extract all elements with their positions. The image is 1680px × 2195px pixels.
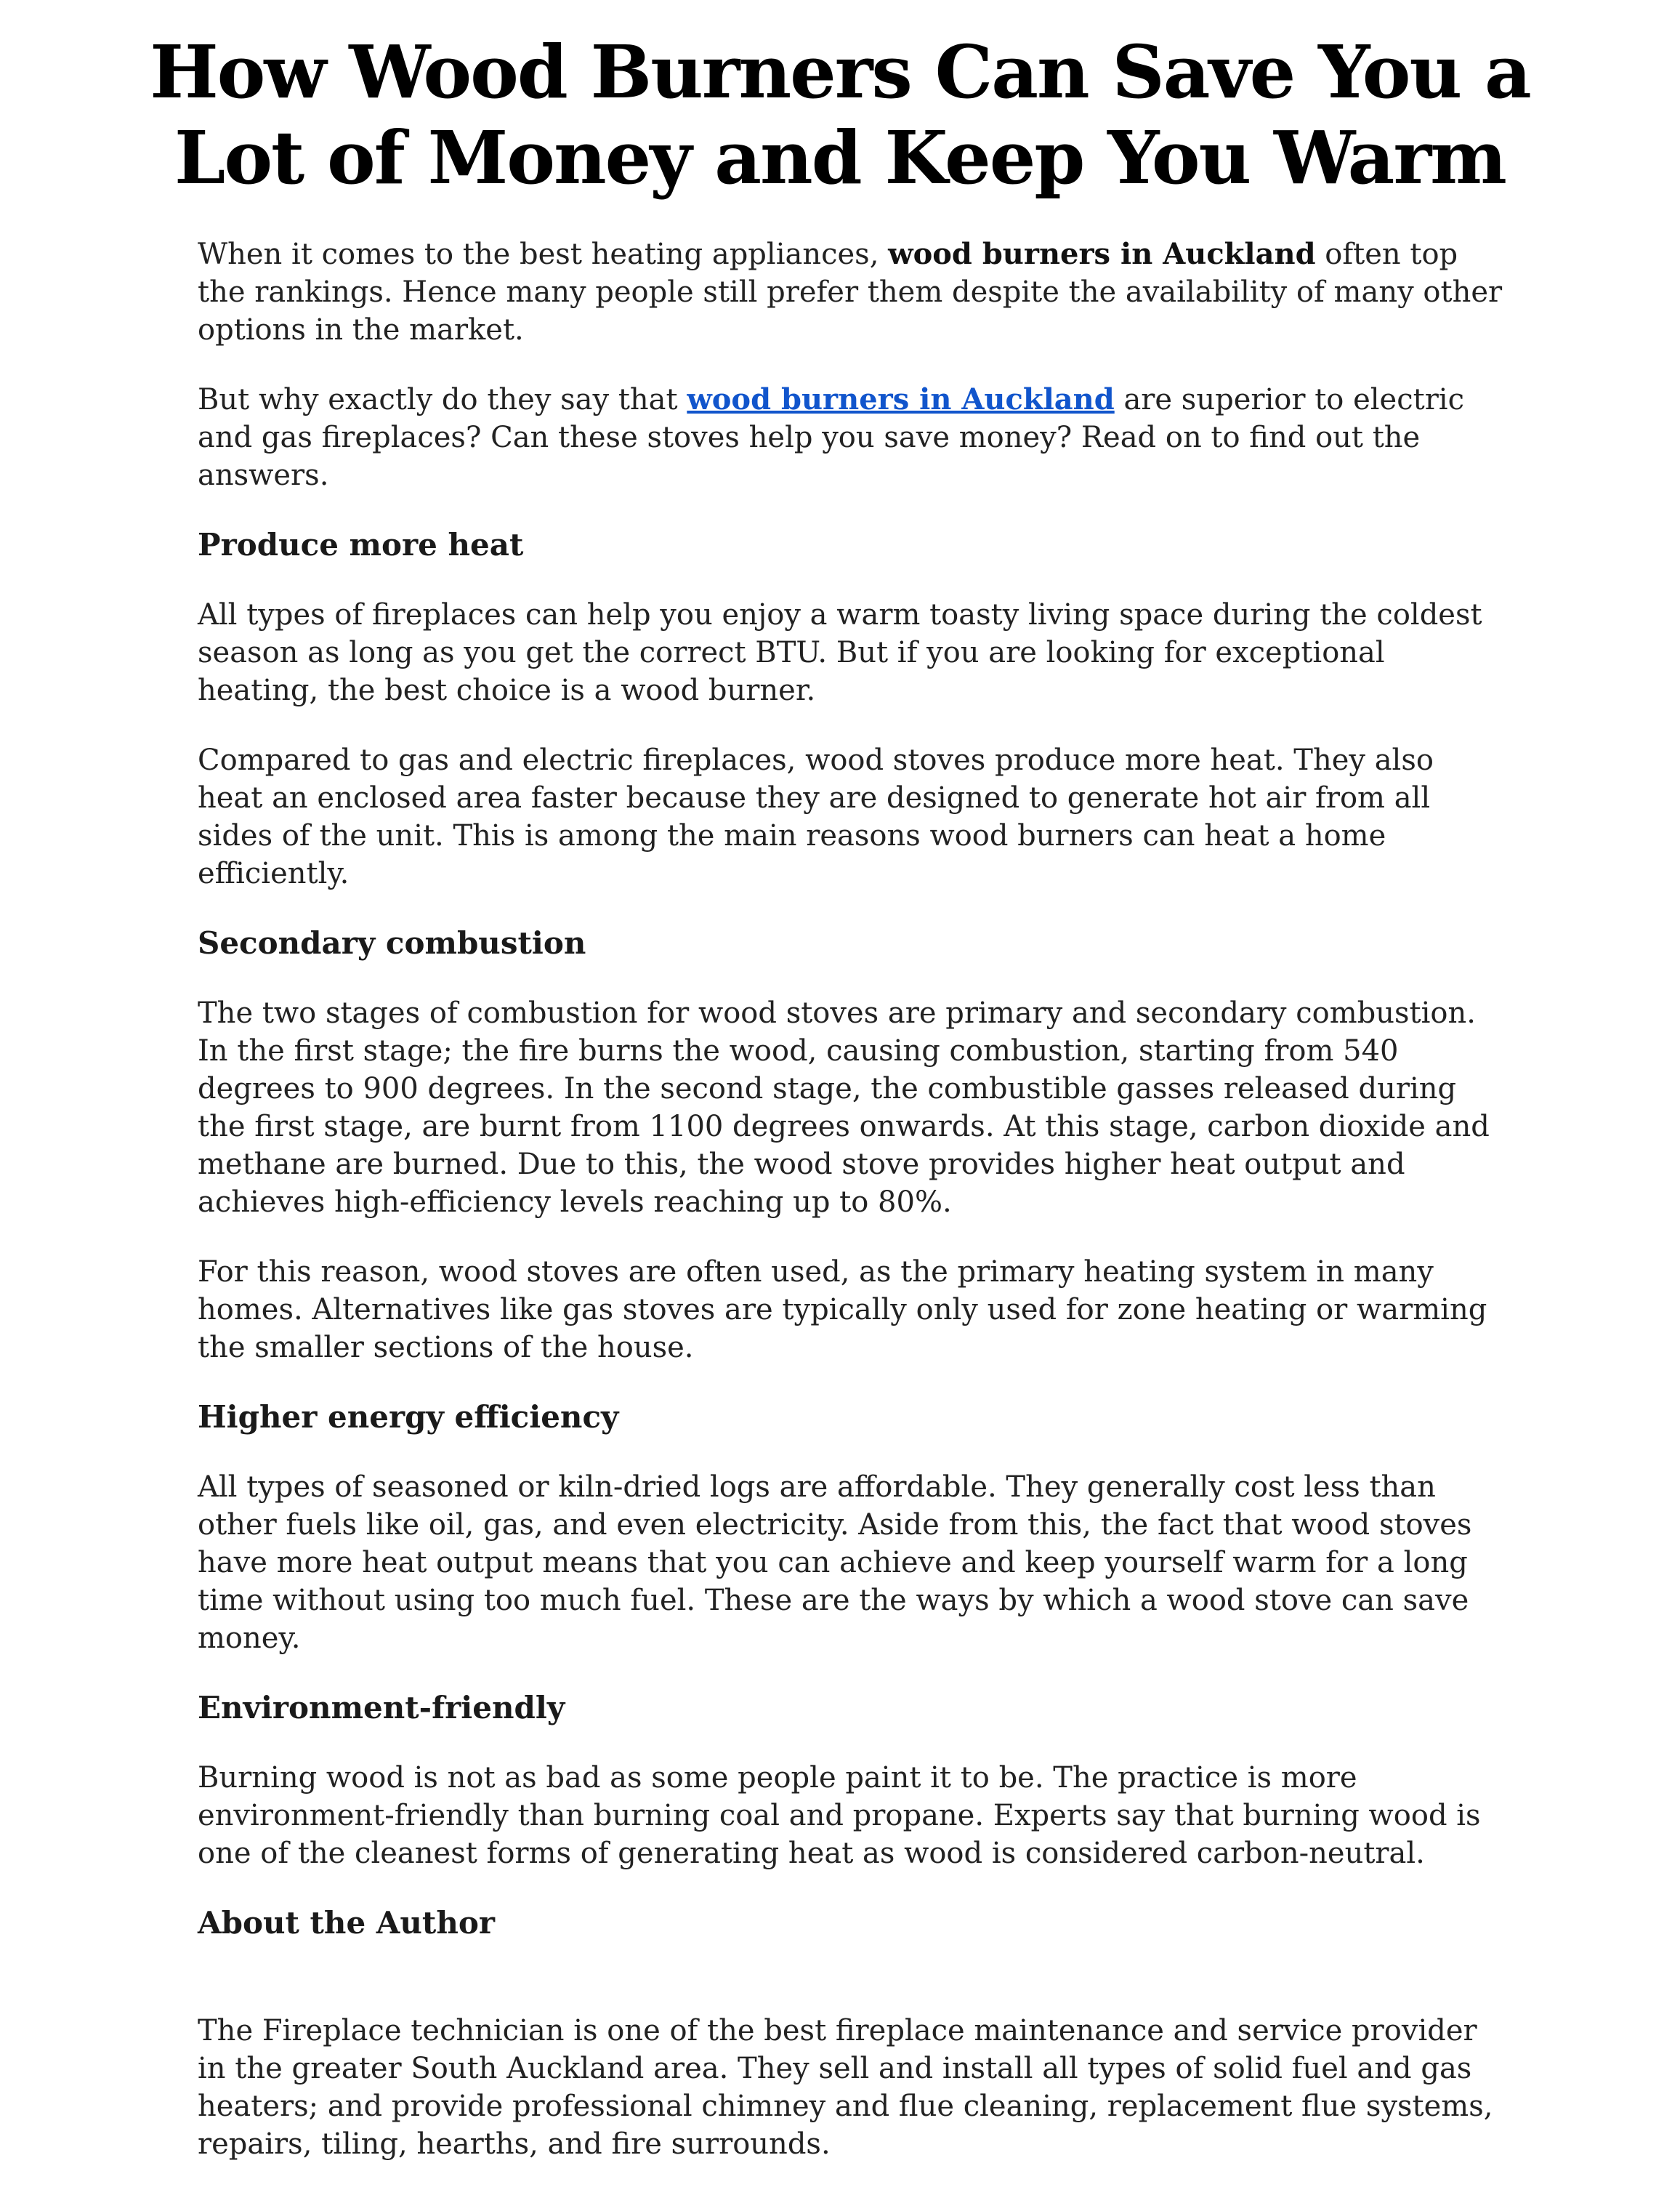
combustion-paragraph-1: The two stages of combustion for wood stoves are primary and secondary combustion. In the first stage; the fire burns the wood, causing combustion, starting from 540 degrees to 900 degrees. In the second stage, the combustible gasses released during the first stage, are burnt from 1100 degrees onwards. At this stage, carbon dioxide and methane are burned. Due to this, the wood stove provides higher heat output and achieves high-efficiency levels reaching up to 80%. [198,996,1490,1219]
intro2-text-before: But why exactly do they say that [198,383,687,416]
heading-environment-friendly: Environment-friendly [198,1690,565,1725]
heading-secondary-combustion: Secondary combustion [198,925,586,961]
intro-paragraph-2 [198,381,1506,494]
intro-bold-keyword: wood burners in Auckland [888,237,1316,271]
heading-produce-more-heat: Produce more heat [198,527,524,563]
produce-heat-paragraph-1: All types of fireplaces can help you enjoy a warm toasty living space during the coldest season as long as you get the correct BTU. But if you are looking for exceptional heating, the best choice is a wood burner. [198,598,1482,707]
heading-higher-energy-efficiency: Higher energy efficiency [198,1399,619,1435]
produce-heat-paragraph-2: Compared to gas and electric fireplaces, wood stoves produce more heat. They also heat an enclosed area faster because they are designed to generate hot air from all sides of the unit. This is among the main reasons wood burners can heat a home efficiently. [198,744,1434,890]
efficiency-paragraph-1: All types of seasoned or kiln-dried logs are affordable. They generally cost less than other fuels like oil, gas, and even electricity. Aside from this, the fact that wood stoves have more heat output means that you can achieve and keep yourself warm for a long time without using too much fuel. These are the ways by which a wood stove can save money. [198,1470,1472,1655]
environment-paragraph-1: Burning wood is not as bad as some people paint it to be. The practice is more environment-friendly than burning coal and propane. Experts say that burning wood is one of the cleanest forms of generating heat as wood is considered carbon-neutral. [198,1761,1481,1870]
intro-text-before: When it comes to the best heating appliances, [198,238,889,271]
combustion-paragraph-2: For this reason, wood stoves are often used, as the primary heating system in many homes. Alternatives like gas stoves are typically only used for zone heating or warming the smaller sections of the house. [198,1255,1487,1364]
author-paragraph-1: The Fireplace technician is one of the best fireplace maintenance and service provider in the greater South Auckland area. They sell and install all types of solid fuel and gas heaters; and provide professional chimney and flue cleaning, replacement flue systems, repairs, tiling, hearths, and fire surrounds. [198,2014,1493,2161]
wood-burners-auckland-link[interactable]: wood burners in Auckland [687,382,1115,416]
intro-paragraph-1 [198,235,1506,349]
intro2-text-after: are superior to electric and gas fireplaces? Can these stoves help you save money? Read on to find out the answers. [198,383,1465,492]
article-body [198,235,1506,2195]
page-title: How Wood Burners Can Save You a Lot of Money and Keep You Warm [150,29,1530,201]
heading-about-the-author: About the Author [198,1905,496,1941]
intro-text-after: often top the rankings. Hence many people still prefer them despite the availability of many other options in the market. [198,238,1503,347]
